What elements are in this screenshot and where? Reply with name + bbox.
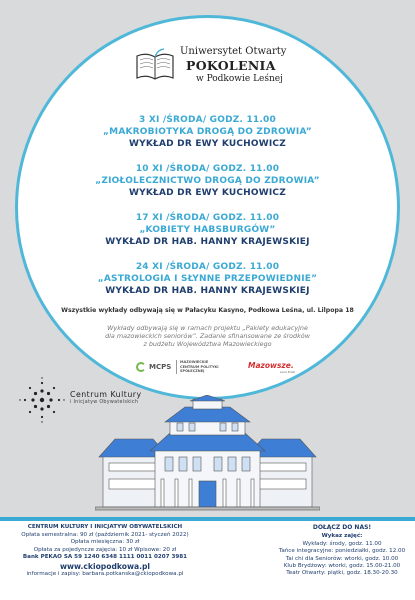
lecture-item xyxy=(18,261,397,297)
lecture-title: „KOBIETY HABSBURGÓW” xyxy=(139,225,276,235)
footer-rule xyxy=(0,517,415,521)
mcps-mark-icon xyxy=(136,362,146,372)
mazowsze-logo: Mazowsze. xyxy=(248,361,294,370)
project-note xyxy=(18,324,397,349)
activities-heading: Wykaz zajęć: xyxy=(321,533,363,540)
contact-email[interactable]: informacje i zapisy: barbara.potkanska@ckiopodkowa.pl xyxy=(26,570,184,577)
lecture-title: „MAKROBIOTYKA DROGĄ DO ZDROWIA” xyxy=(103,127,312,137)
lecture-date: 10 XI /ŚRODA/ GODZ. 11.00 xyxy=(135,164,280,174)
venue-note: Wszystkie wykłady odbywają się w Pałacyku Kasyno, Podkowa Leśna, ul. Lilpopa 18 xyxy=(61,307,354,314)
footer-right xyxy=(272,524,412,578)
website-link[interactable]: www.ckiopodkowa.pl xyxy=(59,561,151,571)
footer-line: Opłata miesięczna: 30 zł xyxy=(70,539,140,546)
footer-left-heading: CENTRUM KULTURY I INICJATYW OBYWATELSKICH xyxy=(27,524,183,530)
footer xyxy=(0,517,415,600)
lecture-lecturer: WYKŁAD DR HAB. HANNY KRAJEWSKIEJ xyxy=(105,286,310,296)
book-icon xyxy=(134,48,176,84)
lecture-item xyxy=(18,163,397,199)
centrum-subname: i Inicjatyw Obywatelskich xyxy=(70,400,139,405)
starburst-icon xyxy=(18,376,66,424)
mcps-text: MCPS xyxy=(149,363,172,371)
mcps-desc-line: SPOŁECZNEJ xyxy=(180,369,205,373)
logo-line-1: Uniwersytet Otwarty xyxy=(180,46,287,57)
lecture-date: 17 XI /ŚRODA/ GODZ. 11.00 xyxy=(135,213,280,223)
lecture-lecturer: WYKŁAD DR EWY KUCHOWICZ xyxy=(129,139,286,149)
activity-item: Klub Brydżowy: wtorki, godz. 15.00-21.00 xyxy=(283,563,401,570)
project-line: dla mazowieckich seniorów”. Zadanie sfinansowane ze środków xyxy=(105,332,310,341)
project-line: z budżetu Województwa Mazowieckiego xyxy=(143,340,272,349)
lecture-date: 24 XI /ŚRODA/ GODZ. 11.00 xyxy=(135,262,280,272)
mcps-description xyxy=(176,360,219,374)
footer-line: Opłata za pojedyncze zajęcia: 10 zł Wpisowe: 20 zł xyxy=(33,546,177,553)
centrum-name: Centrum Kultury xyxy=(70,390,142,399)
lecture-lecturer: WYKŁAD DR EWY KUCHOWICZ xyxy=(129,188,286,198)
activity-item: Tai chi dla Seniorów: wtorki, godz. 10.00 xyxy=(285,555,399,562)
activity-item: Teatr Otwarty: piątki, godz. 18.30-20.30 xyxy=(286,570,398,577)
logo-line-2: POKOLENIA xyxy=(186,58,276,73)
lecture-date: 3 XI /ŚRODA/ GODZ. 11.00 xyxy=(139,115,276,125)
bank-account: Bank PEKAO SA 59 1240 6348 1111 0011 0207 3981 xyxy=(22,554,188,561)
logo-line-3: w Podkowie Leśnej xyxy=(196,74,283,84)
activity-item: Tańce integracyjne: poniedziałki, godz. 12.00 xyxy=(278,548,406,555)
lecture-item xyxy=(18,114,397,150)
partner-logos xyxy=(18,358,397,378)
palace-illustration xyxy=(95,395,320,517)
mcps-desc-line: CENTRUM POLITYKI xyxy=(180,364,219,369)
lecture-lecturer: WYKŁAD DR HAB. HANNY KRAJEWSKIEJ xyxy=(105,237,310,247)
lecture-title: „ZIOŁOLECZNICTWO DROGĄ DO ZDROWIA” xyxy=(95,176,320,186)
project-line: Wykłady odbywają się w ramach projektu „Pakiety edukacyjne xyxy=(107,324,308,332)
mazowsze-tagline: serce Polski xyxy=(280,371,296,374)
footer-line: Opłata semestralna: 90 zł (październik 2021- styczeń 2022) xyxy=(21,531,189,538)
mcps-desc-line: MAZOWIECKIE xyxy=(180,360,209,364)
lecture-list xyxy=(18,114,397,310)
lecture-title: „ASTROLOGIA I SŁYNNE PRZEPOWIEDNIE” xyxy=(97,274,318,284)
footer-left xyxy=(0,524,210,579)
lecture-circle xyxy=(15,15,400,400)
footer-right-heading: DOŁĄCZ DO NAS! xyxy=(312,524,372,531)
uop-logo xyxy=(134,46,324,88)
lecture-item xyxy=(18,212,397,248)
activity-item: Wykłady: środy, godz. 11.00 xyxy=(302,540,382,547)
